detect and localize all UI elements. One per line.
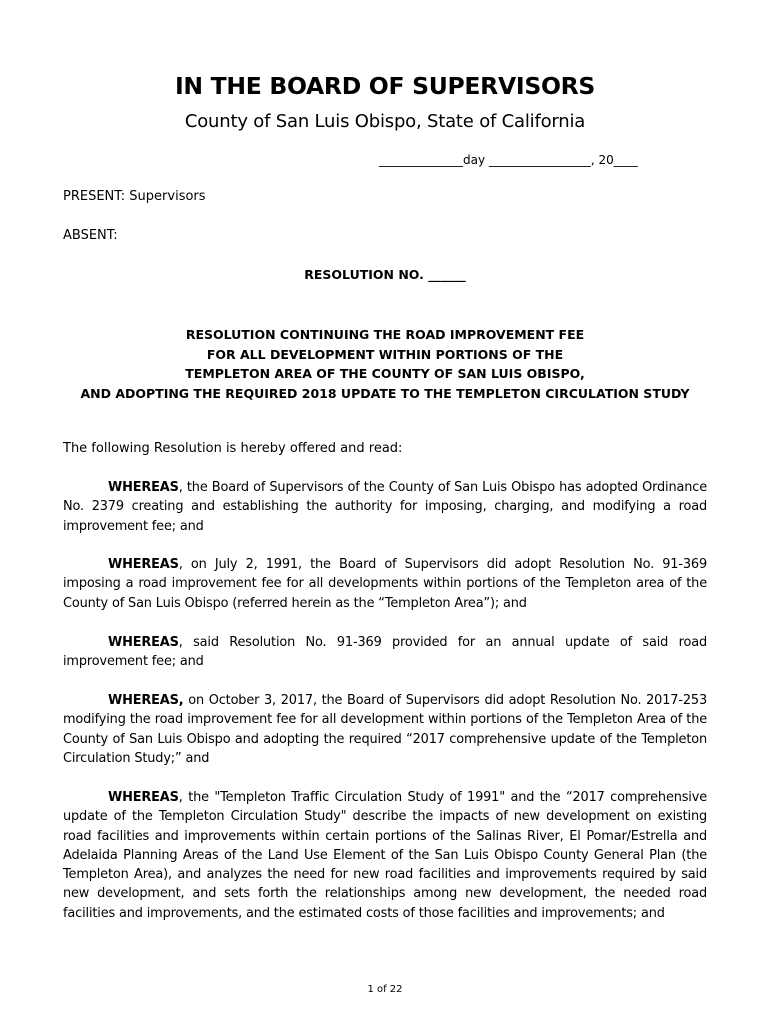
resolution-number: RESOLUTION NO. ______ [304, 267, 466, 282]
whereas-paragraph [63, 555, 707, 613]
date-line: ______________day _________________, 20____ [379, 153, 638, 167]
page-title: IN THE BOARD OF SUPERVISORS [174, 72, 596, 100]
whereas-text: , the "Templeton Traffic Circulation Study of 1991" and the “2017 comprehensive update of the Templeton Circulation Study" describe the impacts of new development on existing road facilities and improvements within certain portions of the Salinas River, El Pomar/Estrella and Adelaida Planning Areas of the Land Use Element of the San Luis Obispo County General Plan (the Templeton Area), and analyzes the need for new road facilities and improvements required by said new development, and sets forth the relationships among new development, the needed road facilities and improvements, and the estimated costs of those facilities and improvements; and [63, 790, 707, 921]
page-subtitle: County of San Luis Obispo, State of California [184, 111, 586, 132]
whereas-text: , the Board of Supervisors of the County of San Luis Obispo has adopted Ordinance No. 2379 creating and establishing the authority for imposing, charging, and modifying a road improvement fee; and [63, 480, 707, 534]
whereas-text: on October 3, 2017, the Board of Supervisors did adopt Resolution No. 2017-253 modifying the road improvement fee for all development within portions of the Templeton Area of the County of San Luis Obispo and adopting the required “2017 comprehensive update of the Templeton Circulation Study;” and [63, 693, 707, 766]
whereas-paragraph [63, 691, 707, 768]
caption-line: AND ADOPTING THE REQUIRED 2018 UPDATE TO THE TEMPLETON CIRCULATION STUDY [80, 385, 690, 401]
whereas-lead: WHEREAS, [108, 693, 184, 708]
caption-line: FOR ALL DEVELOPMENT WITHIN PORTIONS OF THE [206, 346, 564, 362]
present-line: PRESENT: Supervisors [63, 189, 206, 204]
resolution-caption [0, 325, 770, 403]
whereas-text: , said Resolution No. 91-369 provided for an annual update of said road improvement fee; and [63, 635, 707, 670]
absent-line: ABSENT: [63, 228, 118, 243]
whereas-lead: WHEREAS [108, 635, 179, 650]
whereas-paragraph [63, 788, 707, 923]
whereas-lead: WHEREAS [108, 480, 179, 495]
caption-line: RESOLUTION CONTINUING THE ROAD IMPROVEMENT FEE [185, 327, 585, 342]
whereas-lead: WHEREAS [108, 790, 179, 805]
whereas-paragraph [63, 478, 707, 536]
whereas-text: , on July 2, 1991, the Board of Supervisors did adopt Resolution No. 91-369 imposing a road improvement fee for all developments within portions of the Templeton area of the County of San Luis Obispo (referred herein as the “Templeton Area”); and [63, 557, 707, 611]
caption-line: TEMPLETON AREA OF THE COUNTY OF SAN LUIS OBISPO, [185, 366, 585, 381]
whereas-lead: WHEREAS [108, 557, 179, 572]
intro-text: The following Resolution is hereby offered and read: [63, 441, 403, 456]
whereas-paragraph [63, 633, 707, 672]
page-indicator: 1 of 22 [367, 984, 403, 995]
